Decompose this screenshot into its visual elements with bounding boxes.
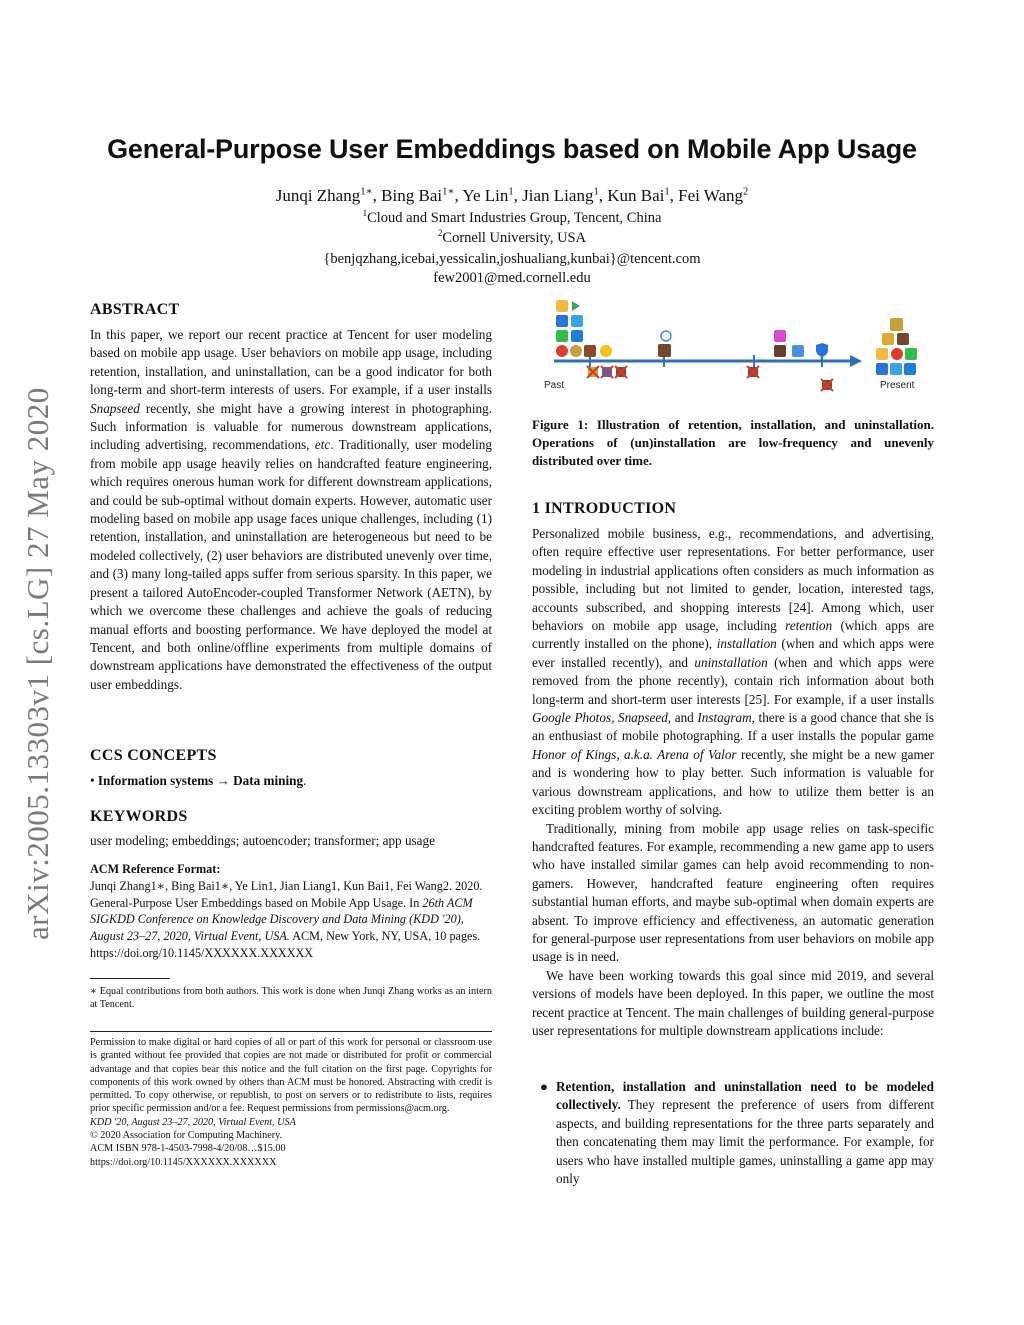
affiliation-text: Cloud and Smart Industries Group, Tencent, China (367, 210, 662, 226)
intro-paragraph-2: Traditionally, mining from mobile app usage relies on task-specific handcrafted features. For example, recommending a new game app to users who have installed similar games can help avoid recommending to non-gamers. However, handcrafted feature engineering often requires substantial human efforts, and maybe sub-optimal when domain experts are absent. To improve efficiency and effectiveness, an automatic generation for general-purpose user representations from user behaviors on mobile app usage is in need. (532, 820, 934, 965)
intro-paragraph-1 (532, 525, 934, 820)
permission-rule (90, 1031, 492, 1032)
challenge-title: Retention, installation and uninstallation need to be modeled collectively. (556, 1079, 934, 1113)
abstract-body (90, 326, 492, 694)
author-mark: 1 (508, 186, 514, 198)
footnote-rule (90, 978, 170, 979)
abstract-text: In this paper, we report our recent practice at Tencent for user modeling based on mobile app usage. User behaviors on mobile app usage, including retention, installation, and uninstallation, can be a good indicator for both long-term and short-term interests of users. For example, if a user installs (90, 327, 492, 398)
ccs-end: . (303, 773, 307, 788)
uninstalled-apps-past (587, 366, 627, 378)
author: Ye Lin (462, 186, 509, 205)
ccs-bullet: • (90, 773, 98, 788)
figure-1-timeline (532, 296, 934, 398)
permission-copyright: © 2020 Association for Computing Machinery. (90, 1130, 283, 1142)
intro-emphasis: installation (716, 636, 777, 652)
intro-emphasis: retention (785, 618, 833, 634)
email-1[interactable]: {benjqzhang,icebai,yessicalin,joshualiang,kunbai}@tencent.com (323, 251, 701, 267)
intro-text: , there is a good chance that she is an enthusiast of mobile photographing. If a user installs the popular game (532, 710, 934, 744)
author: Jian Liang (522, 186, 594, 205)
footnote: ∗ Equal contributions from both authors. This work is done when Junqi Zhang works as an intern at Tencent. (90, 986, 492, 1011)
author-line: Junqi Zhang$^{1∗}$, Bing Bai$^{1∗}$, Ye Lin$^1$, Jian Liang$^1$, Kun Bai$^1$, Fei Wang$^2$ (275, 186, 749, 205)
author-mark: 1 (593, 186, 599, 198)
intro-text: recently, she might be a new gamer and is wondering how to play better. Such information is valuable for various downstream applications, and how to utilize them better is an exciting problem worthy of solving. (532, 746, 934, 818)
ccs-heading: CCS CONCEPTS (90, 747, 217, 764)
permission-block (90, 1036, 492, 1169)
bullet-dot: ● (540, 1079, 548, 1094)
intro-text: and (671, 710, 698, 726)
intro-paragraph-3: We have been working towards this goal since mid 2019, and several versions of models have been deployed. In this paper, we outline the most recent practice at Tencent. The main challenges of building general-purpose user representations for multiple downstream applications include: (532, 967, 934, 1038)
timeline-axis (554, 355, 862, 367)
installed-app-mid (658, 331, 671, 357)
acm-reference-tail: ACM, New York, NY, USA, 10 pages. https://doi.org/10.1145/XXXXXX.XXXXXX (90, 929, 481, 960)
author: Kun Bai (607, 186, 665, 205)
installed-apps-later (774, 330, 828, 357)
author: Fei Wang (678, 186, 744, 205)
abstract-emphasis: etc (314, 437, 331, 453)
retained-apps-present (876, 318, 917, 375)
timeline-label-present: Present (880, 380, 915, 391)
abstract-heading: ABSTRACT (90, 301, 180, 318)
figure-1-caption: Figure 1: Illustration of retention, installation, and uninstallation. Operations of (un)installation are low-frequency and unevenly distributed over time. (532, 417, 934, 469)
intro-text: Personalized mobile business, e.g., recommendations, and advertising, often require effective user representations. For better performance, user modeling in industrial applications often considers as much information as possible, including but not limited to gender, location, interested tags, accounts subscribed, and shopping interests [24]. Among which, user behaviors on mobile app usage, including (532, 526, 934, 634)
intro-text: (when and which apps were ever installed recently), and (532, 636, 934, 670)
permission-venue: KDD '20, August 23–27, 2020, Virtual Event, USA (90, 1116, 296, 1128)
abstract-text: . Traditionally, user modeling from mobile app usage heavily relies on handcrafted feature engineering, which requires onerous human work for different downstream applications, and could be sub-optimal without domain experts. However, automatic user modeling based on mobile app usage faces unique challenges, including (1) retention, installation, and uninstallation are heterogeneous but need to be modeled collectively, (2) user behaviors are distributed unevenly over time, and (3) many long-tailed apps suffer from serious sparsity. In this paper, we present a tailored AutoEncoder-coupled Transformer Network (AETN), by which we overcome these challenges and achieve the goals of reducing manual efforts and boosting performance. We have deployed the model at Tencent, and both online/offline experiments from multiple domains of downstream applications have demonstrated the effectiveness of the output user embeddings. (90, 437, 492, 692)
uninstalled-app-late (821, 379, 833, 391)
intro-text: (when and which apps were removed from the phone recently), contain rich information about both long-term and short-term user interests [25]. For example, if a user installs (532, 654, 934, 707)
retained-apps-past (556, 300, 612, 357)
keywords-text: user modeling; embeddings; autoencoder; transformer; app usage (90, 833, 435, 848)
permission-text: Permission to make digital or hard copies of all or part of this work for personal or classroom use is granted without fee provided that copies are not made or distributed for profit or commercial advantage and that copies bear this notice and the full citation on the first page. Copyrights for components of this work owned by others than ACM must be honored. Abstracting with credit is permitted. To copy otherwise, or republish, to post on servers or to redistribute to lists, requires prior specific permission and/or a fee. Request permissions from permissions@acm.org. (90, 1037, 492, 1115)
intro-emphasis: Honor of Kings, a.k.a. Arena of Valor (532, 746, 737, 762)
author: Bing Bai (381, 186, 443, 205)
keywords-heading: KEYWORDS (90, 808, 188, 825)
challenge-text: They represent the preference of users from different aspects, and building representations for the three parts separately and then concatenating them may limit the performance. For example, for users who have installed multiple games, uninstalling a game app may only (556, 1097, 934, 1187)
abstract-emphasis: Snapseed (90, 400, 140, 416)
affiliation-1 (140, 210, 884, 227)
author-mark: 1∗ (360, 186, 373, 198)
acm-reference-text: Junqi Zhang1∗, Bing Bai1∗, Ye Lin1, Jian Liang1, Kun Bai1, Fei Wang2. 2020. General-Purpose User Embeddings based on Mobile App Usage. In (90, 878, 483, 910)
acm-reference (90, 861, 492, 962)
introduction-heading: 1 INTRODUCTION (532, 500, 677, 517)
acm-reference-heading: ACM Reference Format: (90, 862, 221, 876)
abstract-text: recently, she might have a growing interest in photographing. Such information is valuable for numerous downstream applications, including advertising, recommendations, (90, 400, 492, 453)
timeline-label-past: Past (544, 380, 565, 391)
author-mark: 2 (743, 186, 749, 198)
acm-reference-venue: 26th ACM SIGKDD Conference on Knowledge Discovery and Data Mining (KDD '20), August 23–27, 2020, Virtual Event, USA. (90, 895, 473, 944)
introduction-body (532, 525, 934, 1040)
intro-emphasis: uninstallation (694, 654, 768, 670)
email-2[interactable]: few2001@med.cornell.edu (433, 270, 591, 286)
ccs-arrow: → (213, 773, 234, 788)
permission-isbn: ACM ISBN 978-1-4503-7998-4/20/08…$15.00 (90, 1143, 286, 1155)
ccs-term-data-mining[interactable]: Data mining (233, 773, 304, 788)
affiliation-mark: 1 (362, 208, 368, 219)
intro-emphasis: Google Photos, Snapseed, (532, 710, 672, 726)
permission-doi[interactable]: https://doi.org/10.1145/XXXXXX.XXXXXX (90, 1156, 277, 1168)
ccs-concepts (90, 772, 492, 790)
affiliation-mark: 2 (437, 228, 443, 239)
uninstalled-app-mid (747, 366, 759, 378)
affiliation-text: Cornell University, USA (442, 230, 587, 246)
ccs-term-information-systems[interactable]: Information systems (97, 773, 214, 788)
author-mark: 1 (664, 186, 670, 198)
challenge-bullet-1 (540, 1078, 934, 1188)
intro-text: (which apps are currently installed on the phone), (532, 618, 934, 652)
author: Junqi Zhang (275, 186, 361, 205)
intro-emphasis: Instagram (697, 710, 752, 726)
paper-title: General-Purpose User Embeddings based on Mobile App Usage (107, 134, 917, 164)
author-mark: 1∗ (442, 186, 455, 198)
affiliation-2 (140, 230, 884, 247)
